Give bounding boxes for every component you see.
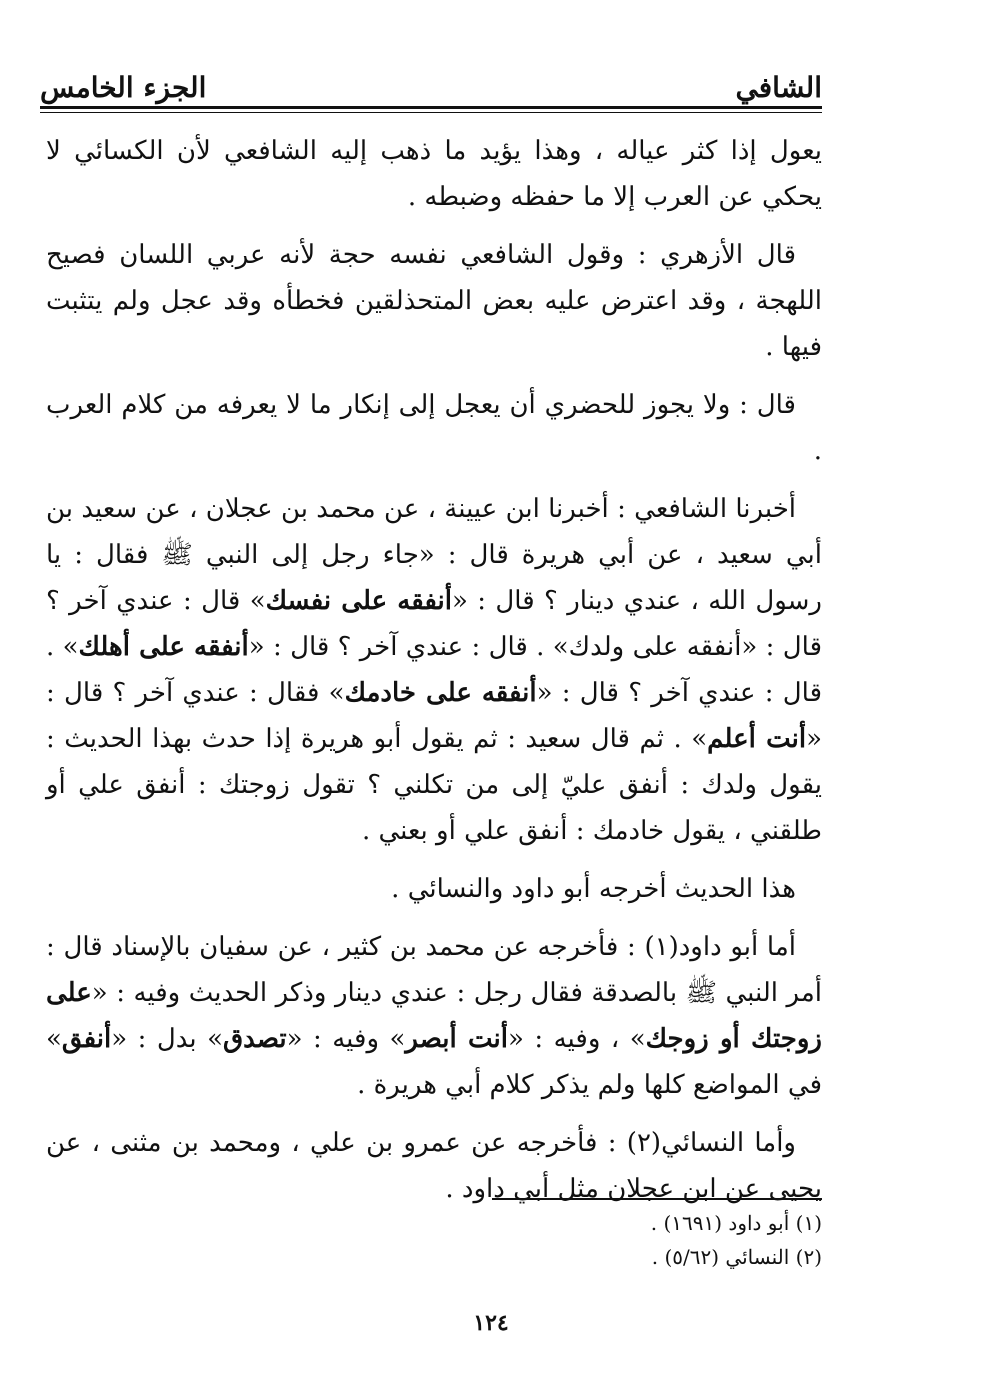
footnote-separator <box>492 1198 822 1200</box>
header-rule-thin <box>40 112 822 113</box>
text-run: » في المواضع كلها ولم يذكر كلام أبي هريرة . <box>46 1024 822 1100</box>
footnote-2: (٢) النسائي (٥/٦٢) . <box>651 1245 822 1269</box>
paragraph-6-abu-dawud <box>46 924 822 1108</box>
bold-quote: أنفقه على خادمك <box>344 678 537 708</box>
bold-quote: أنت أعلم <box>707 724 807 754</box>
paragraph-2: قال الأزهري : وقول الشافعي نفسه حجة لأنه عربي اللسان فصيح اللهجة ، وقد اعترض عليه بعض المتحذلقين فخطأه وقد عجل ولم يتثبت فيها . <box>46 240 822 362</box>
running-header <box>40 62 822 102</box>
paragraph-5: هذا الحديث أخرجه أبو داود والنسائي . <box>391 874 796 904</box>
page-number: ١٢٤ <box>473 1310 509 1336</box>
bold-quote: أنفقه على أهلك <box>78 632 249 662</box>
text-run: » . ثم قال سعيد : ثم يقول أبو هريرة إذا حدث بهذا الحديث : يقول ولدك : أنفق عليّ إلى من تكلني ؟ تقول زوجتك : أنفق علي أو طلقني ، يقول خادمك : أنفق علي أو بعني . <box>46 724 822 846</box>
text-run: » فقال : عندي آخر ؟ قال : « <box>46 678 822 754</box>
footnotes <box>46 1206 822 1274</box>
text-run: أخبرنا الشافعي : أخبرنا ابن عيينة ، عن محمد بن عجلان ، عن سعيد بن أبي سعيد ، عن أبي هريرة قال : «جاء رجل إلى النبي ﷺ فقال : يا رسول الله ، عندي دينار ؟ قال : « <box>46 494 822 616</box>
bold-quote: أنفق <box>61 1024 112 1054</box>
main-text <box>46 128 822 1224</box>
paragraph-4-hadith <box>46 486 822 854</box>
text-run: أما أبو داود(١) : فأخرجه عن محمد بن كثير ، عن سفيان بالإسناد قال : أمر النبي ﷺ بالصدقة فقال رجل : عندي دينار وذكر الحديث وفيه : « <box>46 932 822 1008</box>
text-run: » قال : عندي آخر ؟ قال : «أنفقه على ولدك» . قال : عندي آخر ؟ قال : « <box>46 586 823 662</box>
bold-quote: تصدق <box>223 1024 287 1054</box>
text-run: » ، وفيه : « <box>508 1024 646 1054</box>
paragraph-7-nasai: وأما النسائي(٢) : فأخرجه عن عمرو بن علي ، ومحمد بن مثنى ، عن يحيى عن ابن عجلان مثل أبي داود . <box>46 1128 822 1204</box>
paragraph-1: يعول إذا كثر عياله ، وهذا يؤيد ما ذهب إليه الشافعي لأن الكسائي لا يحكي عن العرب إلا ما حفظه وضبطه . <box>46 136 823 212</box>
text-run: » وفيه : « <box>286 1024 406 1054</box>
paragraph-3: قال : ولا يجوز للحضري أن يعجل إلى إنكار ما لا يعرفه من كلام العرب . <box>46 390 822 466</box>
bold-quote: أنفقه على نفسك <box>265 586 452 616</box>
text-run: » بدل : « <box>111 1024 223 1054</box>
header-volume-title: الجزء الخامس <box>40 71 207 104</box>
bold-quote: على زوجتك أو زوجك <box>46 978 822 1054</box>
header-rule-thick <box>40 106 822 109</box>
text-run: » . قال : عندي آخر ؟ قال : « <box>46 632 823 708</box>
footnote-1: (١) أبو داود (١٦٩١) . <box>650 1211 822 1235</box>
bold-quote: أنت أبصر <box>405 1024 508 1054</box>
header-book-title: الشافي <box>735 71 822 104</box>
